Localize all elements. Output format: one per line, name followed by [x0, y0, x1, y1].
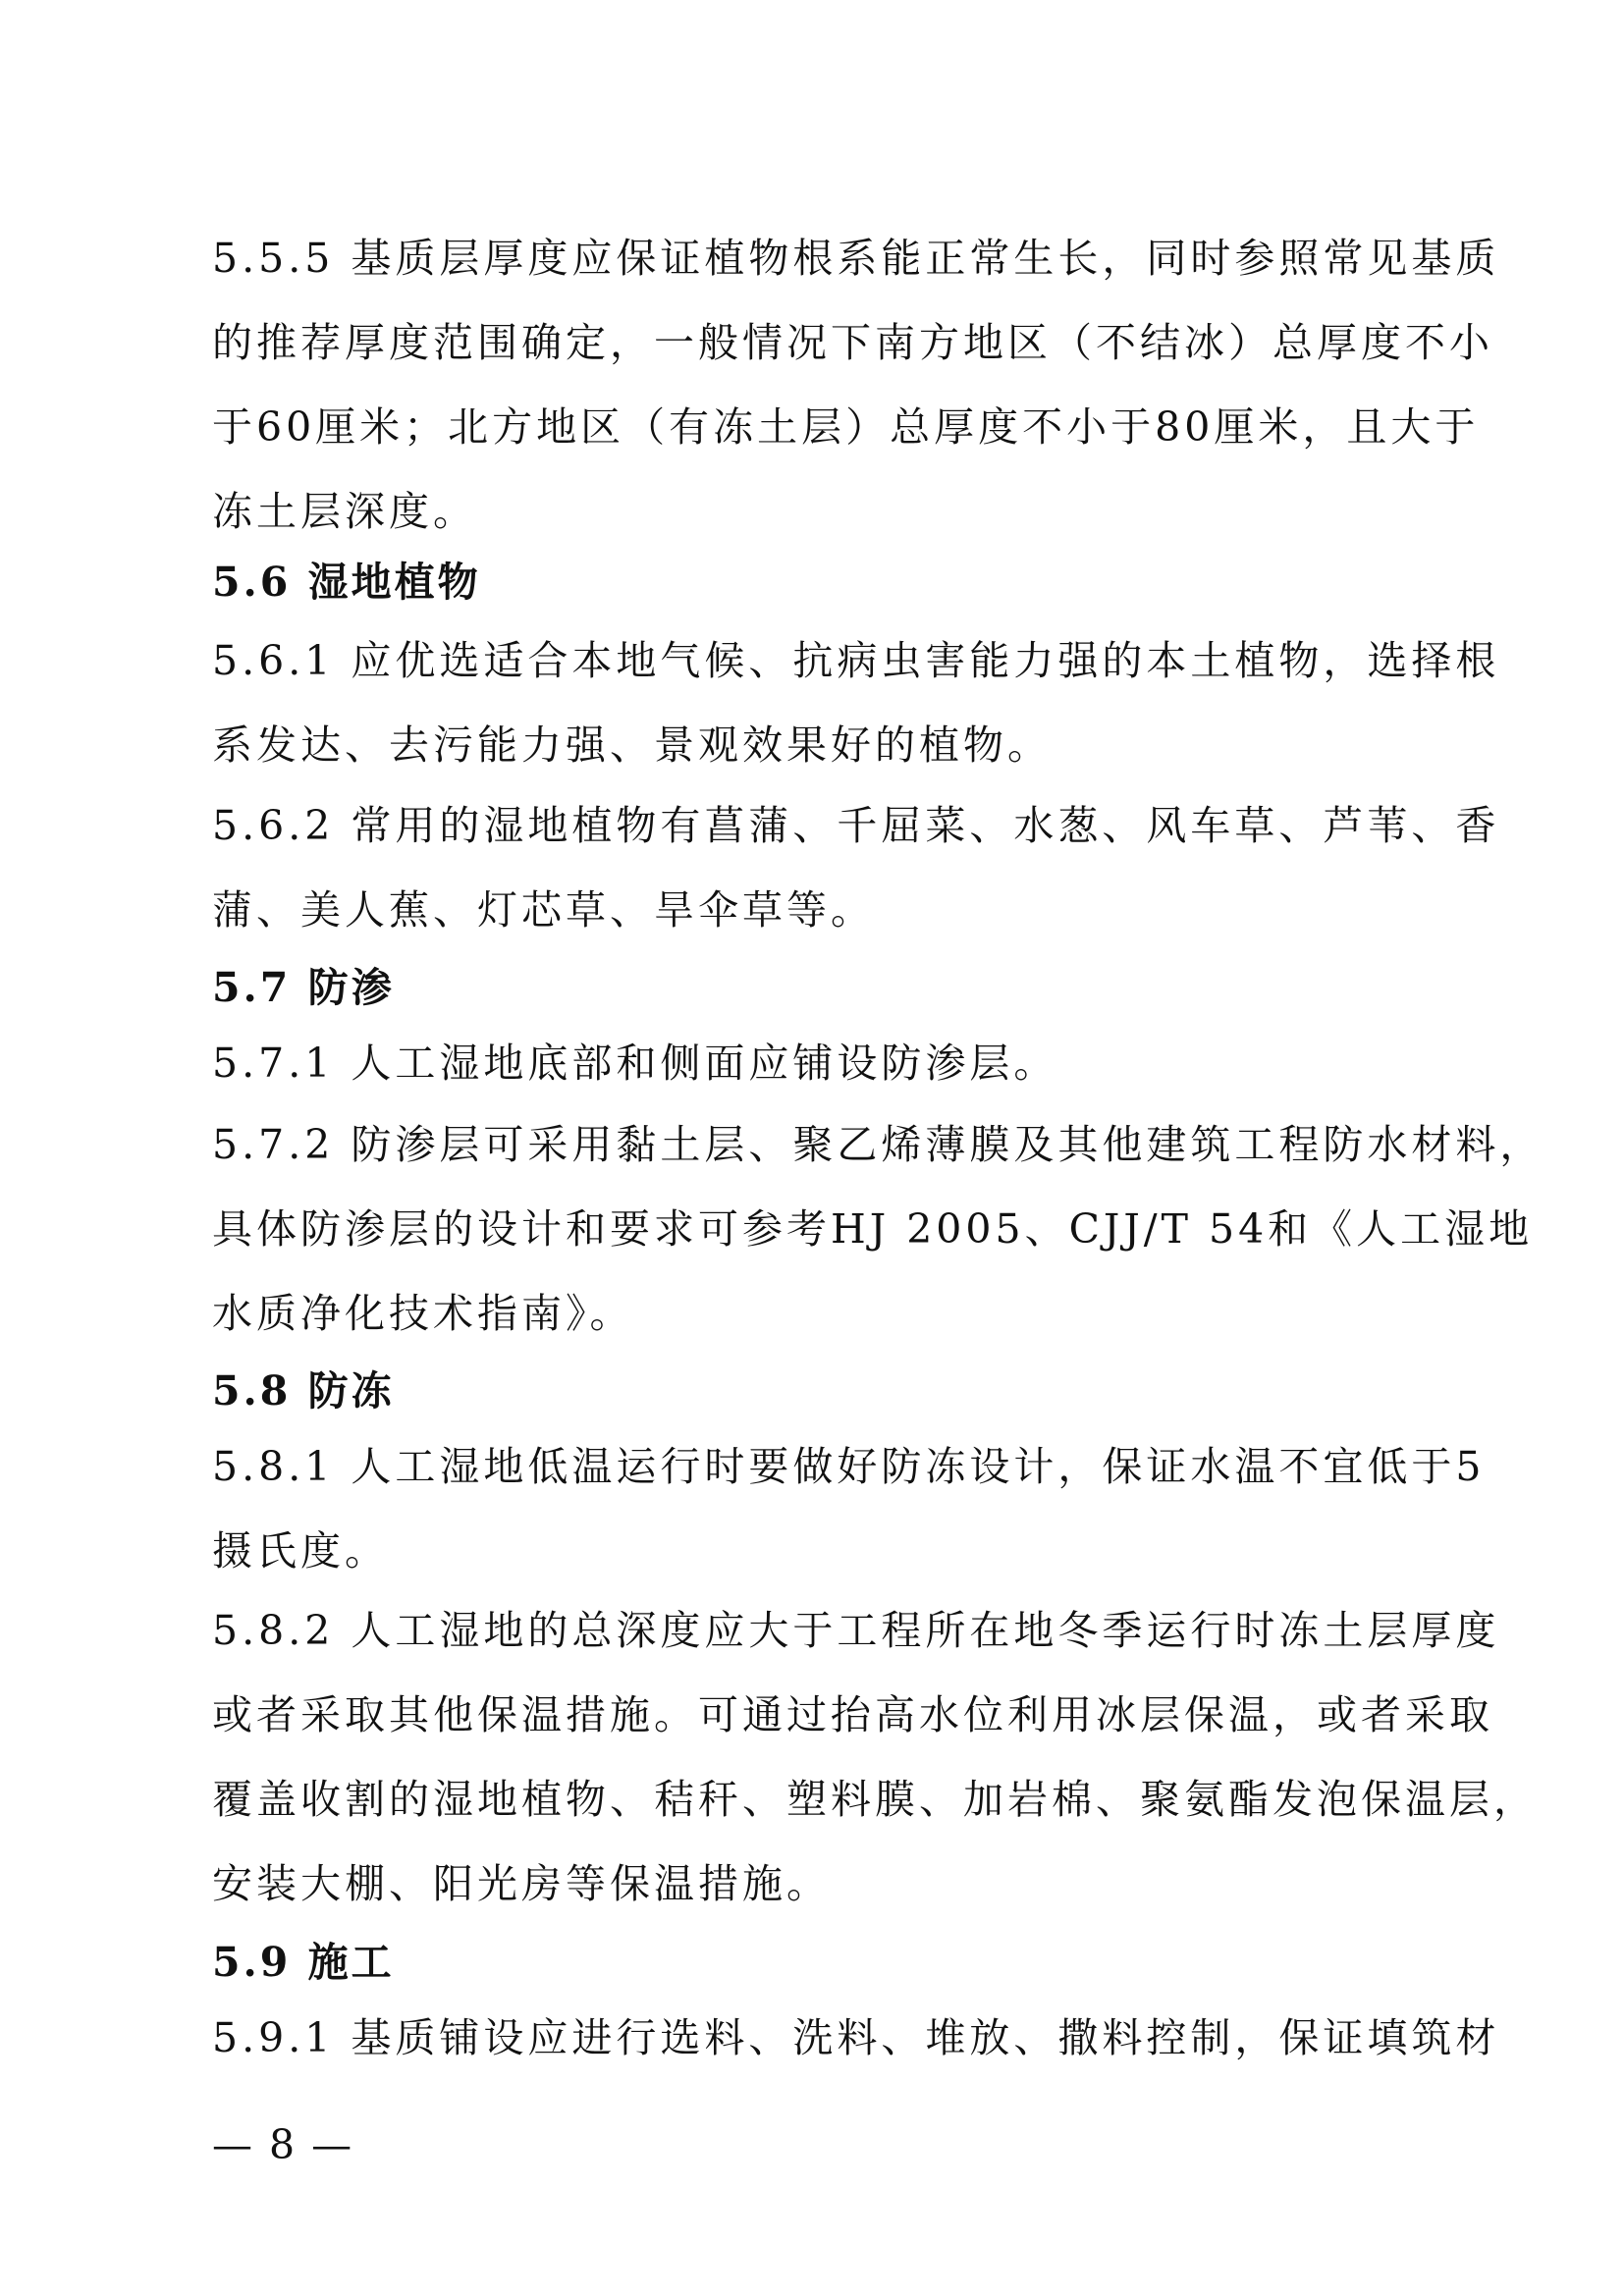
paragraph-5-6-2-line-2: 蒲、美人蕉、灯芯草、旱伞草等。 [212, 886, 875, 934]
paragraph-5-7-2-line-3: 水质净化技术指南》。 [212, 1290, 634, 1337]
section-heading-5-8: 5.8 防冻 [212, 1367, 395, 1415]
paragraph-5-8-1-line-1: 5.8.1 人工湿地低温运行时要做好防冻设计，保证水温不宜低于5 [212, 1443, 1486, 1490]
paragraph-5-8-2-line-4: 安装大棚、阳光房等保温措施。 [212, 1860, 831, 1907]
paragraph-5-5-5-line-1: 5.5.5 基质层厚度应保证植物根系能正常生长，同时参照常见基质 [212, 235, 1500, 282]
paragraph-5-7-2-line-1: 5.7.2 防渗层可采用黏土层、聚乙烯薄膜及其他建筑工程防水材料， [212, 1121, 1544, 1168]
section-heading-5-6: 5.6 湿地植物 [212, 559, 481, 606]
paragraph-5-8-2-line-2: 或者采取其他保温措施。可通过抬高水位利用冰层保温，或者采取 [212, 1691, 1493, 1738]
paragraph-5-5-5-line-2: 的推荐厚度范围确定，一般情况下南方地区（不结冰）总厚度不小 [212, 319, 1493, 366]
paragraph-5-8-2-line-3: 覆盖收割的湿地植物、秸秆、塑料膜、加岩棉、聚氨酯发泡保温层， [212, 1776, 1538, 1823]
paragraph-5-7-1: 5.7.1 人工湿地底部和侧面应铺设防渗层。 [212, 1040, 1058, 1087]
paragraph-5-6-1-line-2: 系发达、去污能力强、景观效果好的植物。 [212, 721, 1052, 769]
section-heading-5-7: 5.7 防渗 [212, 964, 395, 1011]
paragraph-5-8-1-line-2: 摄氏度。 [212, 1527, 389, 1575]
paragraph-5-6-1-line-1: 5.6.1 应优选适合本地气候、抗病虫害能力强的本土植物，选择根 [212, 637, 1500, 684]
paragraph-5-7-2-line-2: 具体防渗层的设计和要求可参考HJ 2005、CJJ/T 54和《人工湿地 [212, 1205, 1534, 1253]
paragraph-5-5-5-line-3: 于60厘米；北方地区（有冻土层）总厚度不小于80厘米，且大于 [212, 403, 1480, 451]
paragraph-5-9-1-line-1: 5.9.1 基质铺设应进行选料、洗料、堆放、撒料控制，保证填筑材 [212, 2014, 1500, 2061]
paragraph-5-5-5-line-4: 冻土层深度。 [212, 488, 477, 535]
section-heading-5-9: 5.9 施工 [212, 1939, 395, 1986]
page-number: — 8 — [212, 2121, 354, 2168]
paragraph-5-6-2-line-1: 5.6.2 常用的湿地植物有菖蒲、千屈菜、水葱、风车草、芦苇、香 [212, 802, 1500, 849]
paragraph-5-8-2-line-1: 5.8.2 人工湿地的总深度应大于工程所在地冬季运行时冻土层厚度 [212, 1607, 1500, 1654]
